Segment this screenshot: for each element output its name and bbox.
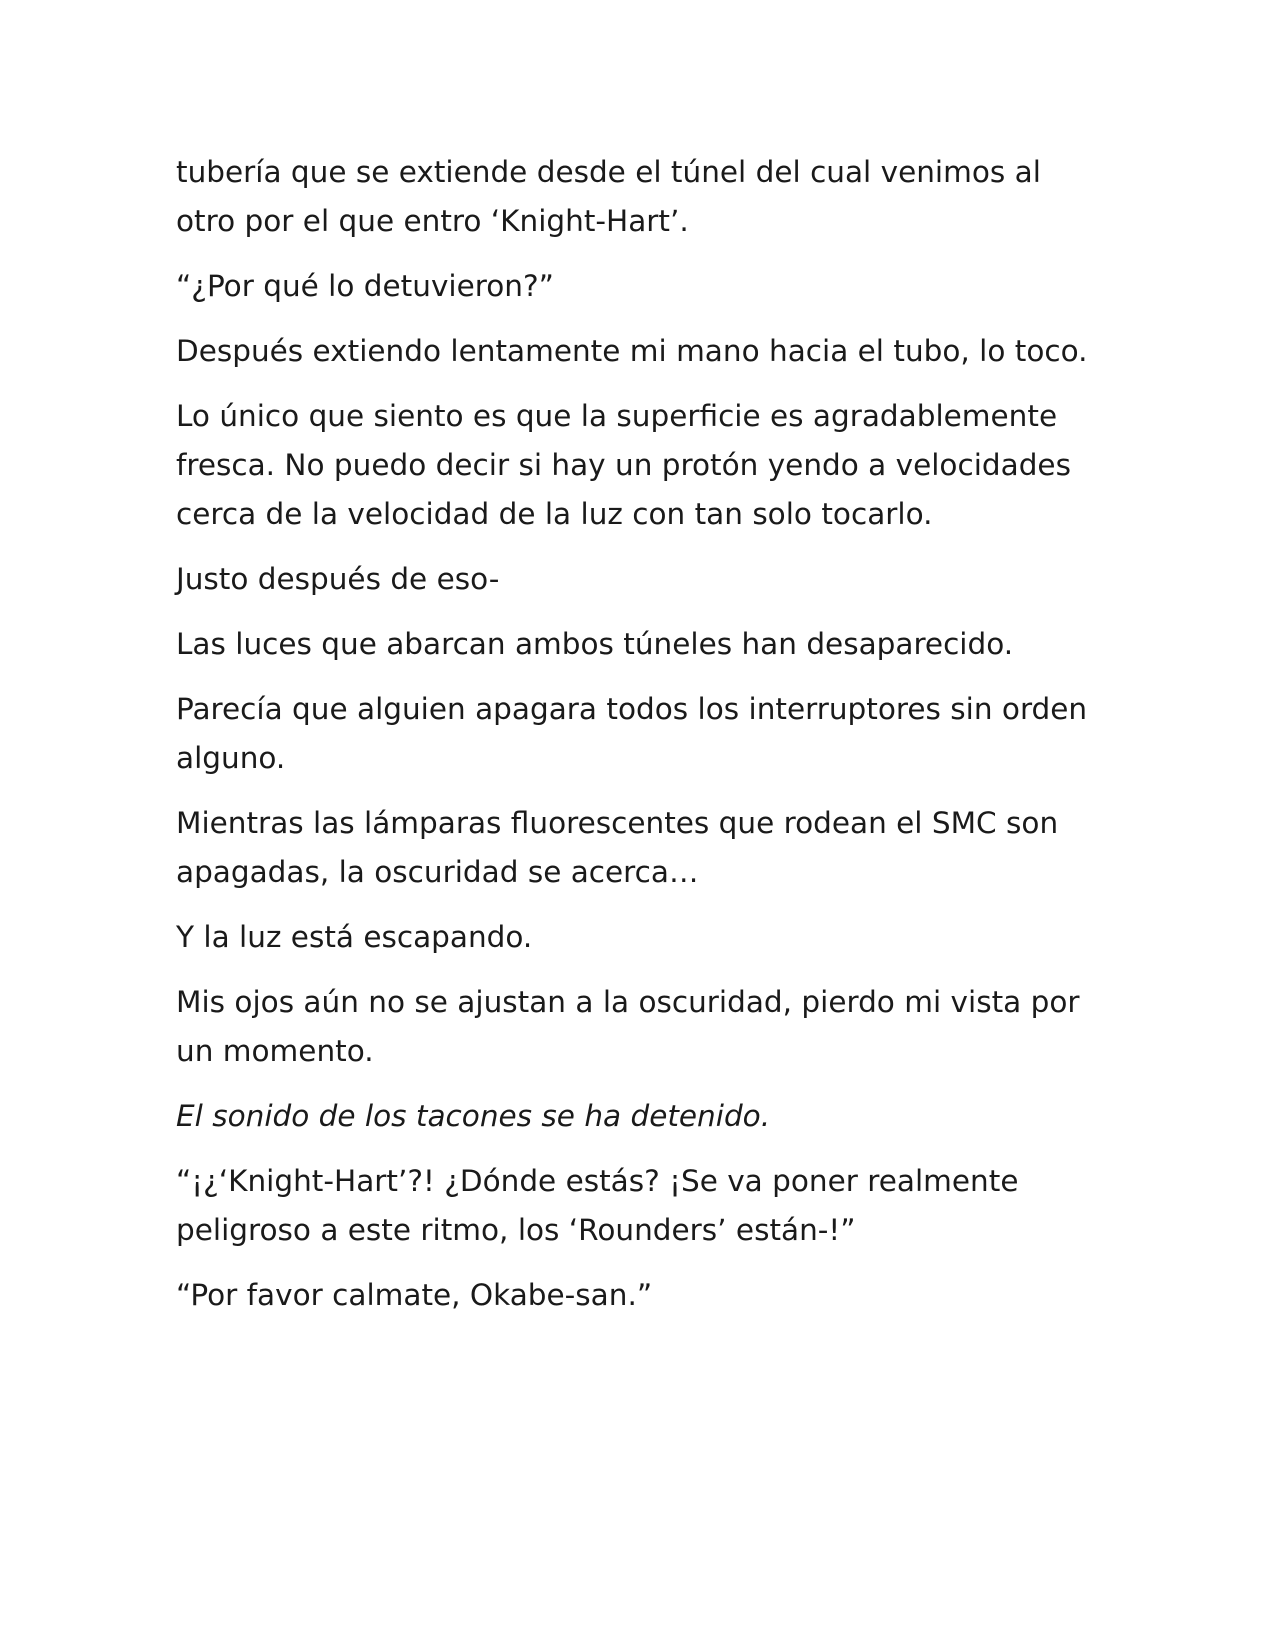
- paragraph-3: Después extiendo lentamente mi mano hacia el tubo, lo toco.: [176, 334, 1088, 368]
- paragraph-4: Lo único que siento es que la superficie es agradablemente fresca. No puedo decir si hay un protón yendo a velocidades cerca de la velocidad de la luz con tan solo tocarlo.: [176, 399, 1071, 531]
- paragraph-5: Justo después de eso-: [176, 562, 500, 596]
- paragraph-2: “¿Por qué lo detuvieron?”: [176, 269, 554, 303]
- document-page: [176, 148, 1106, 1336]
- paragraph-10: Mis ojos aún no se ajustan a la oscuridad, pierdo mi vista por un momento.: [176, 985, 1080, 1068]
- paragraph-13: “Por favor calmate, Okabe-san.”: [176, 1278, 653, 1312]
- paragraph-7: Parecía que alguien apagara todos los interruptores sin orden alguno.: [176, 692, 1088, 775]
- paragraph-9: Y la luz está escapando.: [176, 920, 533, 954]
- paragraph-8: Mientras las lámparas fluorescentes que rodean el SMC son apagadas, la oscuridad se acerca…: [176, 806, 1059, 889]
- paragraph-1: tubería que se extiende desde el túnel del cual venimos al otro por el que entro ‘Knight-Hart’.: [176, 155, 1041, 238]
- paragraph-6: Las luces que abarcan ambos túneles han desaparecido.: [176, 627, 1014, 661]
- paragraph-12: “¡¿‘Knight-Hart’?! ¿Dónde estás? ¡Se va poner realmente peligroso a este ritmo, los ‘Rounders’ están-!”: [176, 1164, 1019, 1247]
- paragraph-11-italic: El sonido de los tacones se ha detenido.: [176, 1099, 771, 1133]
